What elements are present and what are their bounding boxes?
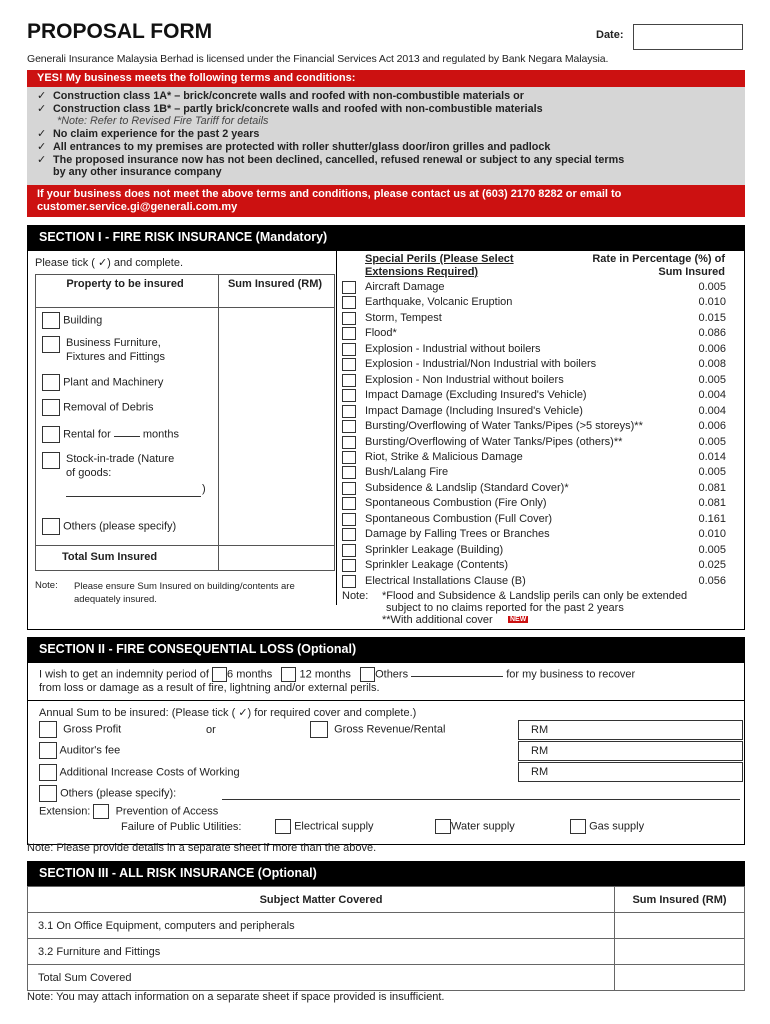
peril-checkbox[interactable] <box>342 389 356 402</box>
gross-profit-row <box>39 721 121 738</box>
label: Gas supply <box>589 820 645 833</box>
peril-name: Damage by Falling Trees or Branches <box>365 528 550 541</box>
peril-checkbox[interactable] <box>342 358 356 371</box>
rental-checkbox[interactable] <box>42 426 60 443</box>
row-label: 3.1 On Office Equipment, computers and peripherals <box>28 913 615 939</box>
section1-note-label: Note: <box>35 580 58 591</box>
contact-email[interactable]: customer.service.gi@generali.com.my <box>37 201 238 213</box>
property-row-others <box>42 518 176 535</box>
peril-rate: 0.015 <box>698 311 726 324</box>
section2-header: SECTION II - FIRE CONSEQUENTIAL LOSS (Optional) <box>27 637 745 662</box>
peril-rate: 0.081 <box>698 497 726 510</box>
table-row <box>28 913 745 939</box>
water-checkbox[interactable] <box>435 819 451 834</box>
peril-name: Earthquake, Volcanic Eruption <box>365 296 513 309</box>
others-period-field[interactable] <box>411 676 503 677</box>
section3-note: Note: You may attach information on a separate sheet if space provided is insufficient. <box>27 991 445 1003</box>
peril-rate: 0.006 <box>698 420 726 433</box>
label: Others (please specify): <box>60 787 177 800</box>
perils-note: **With additional cover <box>382 614 493 626</box>
peril-checkbox[interactable] <box>342 327 356 340</box>
property-row-building <box>42 312 102 329</box>
tick-instruction: Please tick ( ✓) and complete. <box>35 257 184 269</box>
peril-name: Spontaneous Combustion (Full Cover) <box>365 512 553 525</box>
gross-rm-field[interactable] <box>518 720 743 740</box>
annual-sum-label: Annual Sum to be insured: (Please tick ( ✓) for required cover and complete.) <box>39 707 417 719</box>
divider <box>27 700 745 701</box>
peril-checkbox[interactable] <box>342 405 356 418</box>
table-rule <box>35 307 335 308</box>
building-checkbox[interactable] <box>42 312 60 329</box>
label: Stock-in-trade (Nature of goods: <box>66 453 175 479</box>
peril-checkbox[interactable] <box>342 343 356 356</box>
table-row <box>28 965 745 991</box>
paren: ) <box>202 483 206 495</box>
peril-name: Electrical Installations Clause (B) <box>365 574 526 587</box>
section3-header: SECTION III - ALL RISK INSURANCE (Optional) <box>27 861 745 886</box>
label: Prevention of Access <box>115 805 219 818</box>
peril-rate: 0.005 <box>698 281 726 293</box>
debris-checkbox[interactable] <box>42 399 60 416</box>
rm-label: RM <box>531 745 549 757</box>
indemnity-line2: from loss or damage as a result of fire, lightning and/or external perils. <box>39 682 380 694</box>
form-title: PROPOSAL FORM <box>27 20 213 43</box>
rm-label: RM <box>531 766 549 778</box>
peril-rate: 0.081 <box>698 481 726 494</box>
col-sum-insured: Sum Insured (RM) <box>227 278 323 290</box>
check-icon: ✓ <box>37 90 47 102</box>
peril-rate: 0.005 <box>698 435 726 448</box>
6-months-checkbox[interactable] <box>212 667 227 682</box>
others-specify-field[interactable] <box>222 799 740 800</box>
term-item: No claim experience for the past 2 years <box>53 128 260 141</box>
peril-checkbox[interactable] <box>342 281 356 294</box>
date-label: Date: <box>596 29 624 41</box>
perils-note: subject to no claims reported for the past 2 years <box>386 602 624 614</box>
peril-rate: 0.004 <box>698 404 726 417</box>
gross-profit-checkbox[interactable] <box>39 721 57 738</box>
label: Electrical supply <box>294 820 374 833</box>
perils-note: *Flood and Subsidence & Landslip perils can only be extended <box>382 590 688 602</box>
license-text: Generali Insurance Malaysia Berhad is licensed under the Financial Services Act 2013 and regulated by Bank Negara Malaysia. <box>27 53 609 65</box>
check-icon: ✓ <box>37 128 47 141</box>
all-risk-table <box>27 886 745 991</box>
label: Others <box>375 668 409 681</box>
term-item: All entrances to my premises are protected with roller shutter/glass door/iron grilles and padlock <box>53 140 551 153</box>
indemnity-row <box>39 667 635 682</box>
failure-label: Failure of Public Utilities: <box>121 821 242 833</box>
property-row-plant <box>42 374 163 391</box>
peril-rate: 0.005 <box>698 543 726 556</box>
perils-note-label: Note: <box>342 590 369 602</box>
rate-header: Rate in Percentage (%) of Sum Insured <box>592 253 725 278</box>
others-checkbox[interactable] <box>42 518 60 535</box>
check-icon: ✓ <box>37 153 47 166</box>
or-label: or <box>206 724 216 736</box>
peril-rate: 0.005 <box>698 466 726 479</box>
total-sum-insured: Total Sum Insured <box>62 551 158 563</box>
peril-checkbox[interactable] <box>342 374 356 387</box>
table-header <box>28 887 745 913</box>
sum-field[interactable] <box>615 939 745 965</box>
peril-rate: 0.006 <box>698 342 726 355</box>
peril-checkbox[interactable] <box>342 497 356 510</box>
peril-name: Bursting/Overflowing of Water Tanks/Pipes (>5 storeys)** <box>365 420 643 433</box>
peril-checkbox[interactable] <box>342 451 356 464</box>
peril-checkbox[interactable] <box>342 420 356 433</box>
row-label: Total Sum Covered <box>28 965 615 991</box>
months-field[interactable] <box>114 436 140 437</box>
label: Business Furniture, Fixtures and Fittings <box>66 337 166 363</box>
peril-name: Riot, Strike & Malicious Damage <box>365 450 523 463</box>
peril-name: Impact Damage (Including Insured's Vehicle) <box>365 404 583 417</box>
section1-note: Please ensure Sum Insured on building/contents are adequately insured. <box>74 581 295 605</box>
label: Gross Revenue/Rental <box>334 723 446 736</box>
label: I wish to get an indemnity period of <box>39 668 209 681</box>
label: Rental for <box>63 428 111 441</box>
peril-checkbox[interactable] <box>342 312 356 325</box>
extension-row <box>39 804 218 819</box>
peril-name: Bursting/Overflowing of Water Tanks/Pipes (others)** <box>365 435 623 448</box>
label: Auditor's fee <box>59 744 121 757</box>
label: Plant and Machinery <box>63 376 164 389</box>
prevention-checkbox[interactable] <box>93 804 109 819</box>
term-item: The proposed insurance now has not been declined, cancelled, refused renewal or subject to any special terms <box>53 153 625 166</box>
label: Gross Profit <box>63 723 122 736</box>
terms-heading: YES! My business meets the following terms and conditions: <box>27 70 745 87</box>
others-period-checkbox[interactable] <box>360 667 375 682</box>
electrical-checkbox[interactable] <box>275 819 291 834</box>
property-row-stock <box>42 452 176 480</box>
label: Water supply <box>451 820 515 833</box>
col-sum: Sum Insured (RM) <box>615 887 745 913</box>
peril-name: Explosion - Industrial without boilers <box>365 342 541 355</box>
row-label: 3.2 Furniture and Fittings <box>28 939 615 965</box>
gas-checkbox[interactable] <box>570 819 586 834</box>
sum-field[interactable] <box>615 913 745 939</box>
label: months <box>142 428 179 441</box>
property-row-debris <box>42 399 154 416</box>
peril-checkbox[interactable] <box>342 575 356 588</box>
others-cover-checkbox[interactable] <box>39 785 57 802</box>
property-row-furniture <box>42 336 196 364</box>
peril-checkbox[interactable] <box>342 466 356 479</box>
label: 6 months <box>227 668 273 681</box>
new-badge: NEW <box>510 616 527 623</box>
rm-label: RM <box>531 724 549 736</box>
check-icon: ✓ <box>37 102 47 115</box>
aicw-rm-field[interactable] <box>518 762 743 782</box>
gross-revenue-checkbox[interactable] <box>310 721 328 738</box>
peril-name: Spontaneous Combustion (Fire Only) <box>365 497 547 510</box>
contact-banner <box>27 185 745 217</box>
others-row <box>39 785 176 802</box>
peril-rate: 0.025 <box>698 559 726 572</box>
section1-header: SECTION I - FIRE RISK INSURANCE (Mandatory) <box>27 225 745 250</box>
perils-header: Special Perils (Please Select Extensions Required) <box>365 253 514 278</box>
table-row <box>28 939 745 965</box>
peril-rate: 0.004 <box>698 389 726 402</box>
peril-rate: 0.010 <box>698 296 726 309</box>
water-row <box>435 819 515 834</box>
sum-field[interactable] <box>615 965 745 991</box>
gross-revenue-row <box>310 721 445 738</box>
peril-name: Sprinkler Leakage (Contents) <box>365 559 509 572</box>
peril-name: Bush/Lalang Fire <box>365 466 449 479</box>
check-icon: ✓ <box>37 140 47 153</box>
term-item-continued: by any other insurance company <box>53 166 222 179</box>
auditor-rm-field[interactable] <box>518 741 743 761</box>
label: 12 months <box>299 668 351 681</box>
peril-name: Storm, Tempest <box>365 311 442 324</box>
goods-field[interactable] <box>66 496 201 497</box>
peril-name: Explosion - Industrial/Non Industrial with boilers <box>365 358 597 371</box>
peril-checkbox[interactable] <box>342 513 356 526</box>
peril-name: Aircraft Damage <box>365 281 445 293</box>
label: Others (please specify) <box>63 520 177 533</box>
label: Extension: <box>39 805 91 818</box>
label: Removal of Debris <box>63 401 154 414</box>
peril-rate: 0.008 <box>698 358 726 371</box>
peril-rate: 0.086 <box>698 327 726 340</box>
peril-checkbox[interactable] <box>342 559 356 572</box>
peril-name: Sprinkler Leakage (Building) <box>365 543 504 556</box>
peril-name: Flood* <box>365 327 397 340</box>
peril-name: Explosion - Non Industrial without boilers <box>365 373 564 386</box>
table-rule <box>35 545 335 546</box>
peril-checkbox[interactable] <box>342 528 356 541</box>
furniture-checkbox[interactable] <box>42 336 60 353</box>
label: Building <box>63 314 103 327</box>
peril-checkbox[interactable] <box>342 296 356 309</box>
peril-name: Subsidence & Landslip (Standard Cover)* <box>365 481 569 494</box>
terms-note: *Note: Refer to Revised Fire Tariff for details <box>57 115 269 128</box>
peril-checkbox[interactable] <box>342 436 356 449</box>
column-divider <box>336 250 337 605</box>
table-divider <box>218 274 219 571</box>
contact-line: If your business does not meet the above terms and conditions, please contact us at (603) 2170 8282 or email to <box>37 188 622 200</box>
peril-checkbox[interactable] <box>342 482 356 495</box>
aicw-row <box>39 764 240 781</box>
term-item: Construction class 1A* – brick/concrete walls and roofed with non-combustible materials or <box>53 90 524 102</box>
gas-row <box>570 819 644 834</box>
auditor-checkbox[interactable] <box>39 742 57 759</box>
peril-rate: 0.056 <box>698 574 726 587</box>
electrical-row <box>275 819 374 834</box>
date-field[interactable] <box>633 24 743 50</box>
stock-checkbox[interactable] <box>42 452 60 469</box>
12-months-checkbox[interactable] <box>281 667 296 682</box>
peril-name: Impact Damage (Excluding Insured's Vehicle) <box>365 389 587 402</box>
peril-rate: 0.005 <box>698 373 726 386</box>
peril-checkbox[interactable] <box>342 544 356 557</box>
peril-rate: 0.010 <box>698 528 726 541</box>
plant-checkbox[interactable] <box>42 374 60 391</box>
term-item: Construction class 1B* – partly brick/concrete walls and roofed with non-combustible materials <box>53 102 543 115</box>
terms-list <box>27 87 745 185</box>
peril-rate: 0.161 <box>698 512 726 525</box>
property-row-rental <box>42 426 179 443</box>
peril-rate: 0.014 <box>698 450 726 463</box>
auditor-row <box>39 742 120 759</box>
aicw-checkbox[interactable] <box>39 764 57 781</box>
label: for my business to recover <box>506 668 636 681</box>
col-property: Property to be insured <box>66 278 184 290</box>
section2-note: Note: Please provide details in a separate sheet if more than the above. <box>27 842 377 854</box>
label: Additional Increase Costs of Working <box>59 766 240 779</box>
col-subject: Subject Matter Covered <box>28 887 615 913</box>
